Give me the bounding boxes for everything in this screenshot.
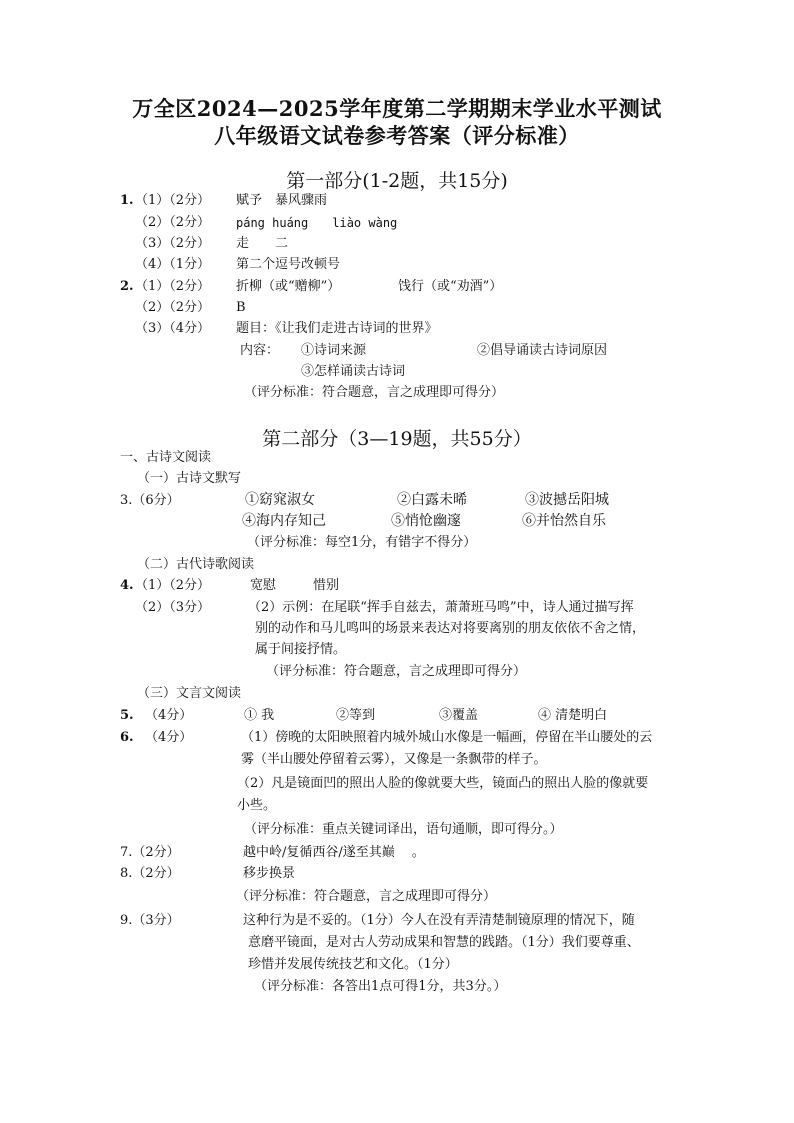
q9-line2: 意磨平镜面，是对古人劳动成果和智慧的践踏。（1分）我们要尊重、 [248,935,640,950]
subsection-2-heading: （二）古代诗歌阅读 [137,557,255,572]
q1-1-answer: 赋予 暴风骤雨 [236,193,328,208]
q6-number: 6. [120,730,134,745]
q2-3-content-label: 内容： [240,343,280,358]
q4-2-answer-line2: 别的动作和马儿鸣叫的场景来表达对将要离别的朋友依依不舍之情， [255,621,646,636]
q5-answer-2: ②等到 [336,708,376,723]
q3-answer-6: ⑥并怡然自乐 [522,513,606,529]
q5-score: （4分） [145,708,193,723]
q2-3-content-2: ②倡导诵读古诗词原因 [477,343,608,358]
section-1-heading: 一、古诗文阅读 [120,450,212,465]
q5-answer-3: ③覆盖 [439,708,479,723]
q2-2-answer: B [236,300,246,315]
q9-line1: 这种行为是不妥的。（1分）今人在没有弄清楚制镜原理的情况下，随 [243,913,635,928]
q2-1-label: （1）（2分） [135,279,211,294]
q1-3-label: （3）（2分） [135,236,211,251]
q9-number: 9.（3分） [120,913,180,928]
part2-heading: 第二部分（3—19题，共55分） [262,428,532,450]
q2-3-topic: 题目：《让我们走进古诗词的世界》 [236,321,438,336]
q4-2-answer-line1: （2）示例：在尾联“挥手自兹去，萧萧班马鸣”中，诗人通过描写挥 [248,600,634,615]
q7-answer: 越中岭/复循西谷/遂至其巅 。 [243,845,425,860]
q1-4-answer: 第二个逗号改顿号 [236,257,341,272]
q6-part1-line1: （1）傍晚的太阳映照着内城外城山水像是一幅画，停留在半山腰处的云 [241,730,653,745]
q2-2-label: （2）（2分） [135,300,211,315]
q6-score: （4分） [145,730,193,745]
q5-number: 5. [120,708,134,723]
q2-number: 2. [120,279,134,294]
q4-2-label: （2）（3分） [135,600,211,615]
q4-2-answer-line3: 属于间接抒情。 [255,642,347,657]
q1-4-label: （4）（1分） [135,257,211,272]
q3-answer-3: ③波撼岳阳城 [525,492,609,508]
q5-answer-4: ④ 清楚明白 [538,708,608,723]
subsection-3-heading: （三）文言文阅读 [137,686,242,701]
q7-number: 7.（2分） [120,845,180,860]
q2-1-answer-b: 饯行（或“劝酒”） [398,279,503,294]
q3-scoring: （评分标准：每空1分，有错字不得分） [247,535,477,550]
q4-1-answer-b: 惜别 [313,578,340,593]
q2-3-content-3: ③怎样诵读古诗词 [301,364,406,379]
q3-answer-5: ⑤悄怆幽邃 [391,513,461,529]
q1-2-label: （2）（2分） [135,215,211,230]
q2-3-content-1: ①诗词来源 [301,343,367,358]
subsection-1-heading: （一）古诗文默写 [137,471,242,486]
q9-line3: 珍惜并发展传统技艺和文化。（1分） [248,957,458,972]
q2-1-answer-a: 折柳（或“赠柳”） [236,279,341,294]
q8-answer: 移步换景 [243,866,296,881]
q8-number: 8.（2分） [120,866,180,881]
q3-answer-1: ①窈窕淑女 [245,492,315,508]
q2-3-scoring: （评分标准：符合题意，言之成理即可得分） [244,385,505,400]
q9-scoring: （评分标准：各答出1点可得1分，共3分。） [254,979,507,994]
q4-1-answer-a: 宽慰 [250,578,277,593]
page-title: 万全区2024—2025学年度第二学期期末学业水平测试 [132,96,662,121]
q1-number: 1. [120,193,134,208]
q4-1-label: （1）（2分） [135,578,211,593]
q8-scoring: （评分标准：符合题意，言之成理即可得分） [236,889,497,904]
q6-scoring: （评分标准：重点关键词译出，语句通顺，即可得分。） [244,822,563,837]
q4-number: 4. [120,578,134,593]
q3-answer-4: ④海内存知己 [242,513,326,529]
q1-3-answer: 走 二 [236,236,289,251]
q2-3-label: （3）（4分） [135,321,211,336]
part1-heading: 第一部分(1-2题，共15分) [286,170,508,192]
q4-2-scoring: （评分标准：符合题意，言之成理即可得分） [266,664,527,679]
q5-answer-1: ① 我 [244,708,275,723]
page-subtitle: 八年级语文试卷参考答案（评分标准） [214,123,580,148]
q6-part2-line1: （2）凡是镜面凹的照出人脸的像就要大些，镜面凸的照出人脸的像就要 [237,776,649,791]
q6-part1-line2: 雾（半山腰处停留着云雾），又像是一条飘带的样子。 [241,752,547,767]
q3-answer-2: ②白露未晞 [397,492,467,508]
q6-part2-line2: 小些。 [237,798,277,813]
q1-1-label: （1）（2分） [135,193,211,208]
q3-number: 3.（6分） [120,493,180,508]
q1-2-answer: páng huáng liào wàng [236,216,398,230]
